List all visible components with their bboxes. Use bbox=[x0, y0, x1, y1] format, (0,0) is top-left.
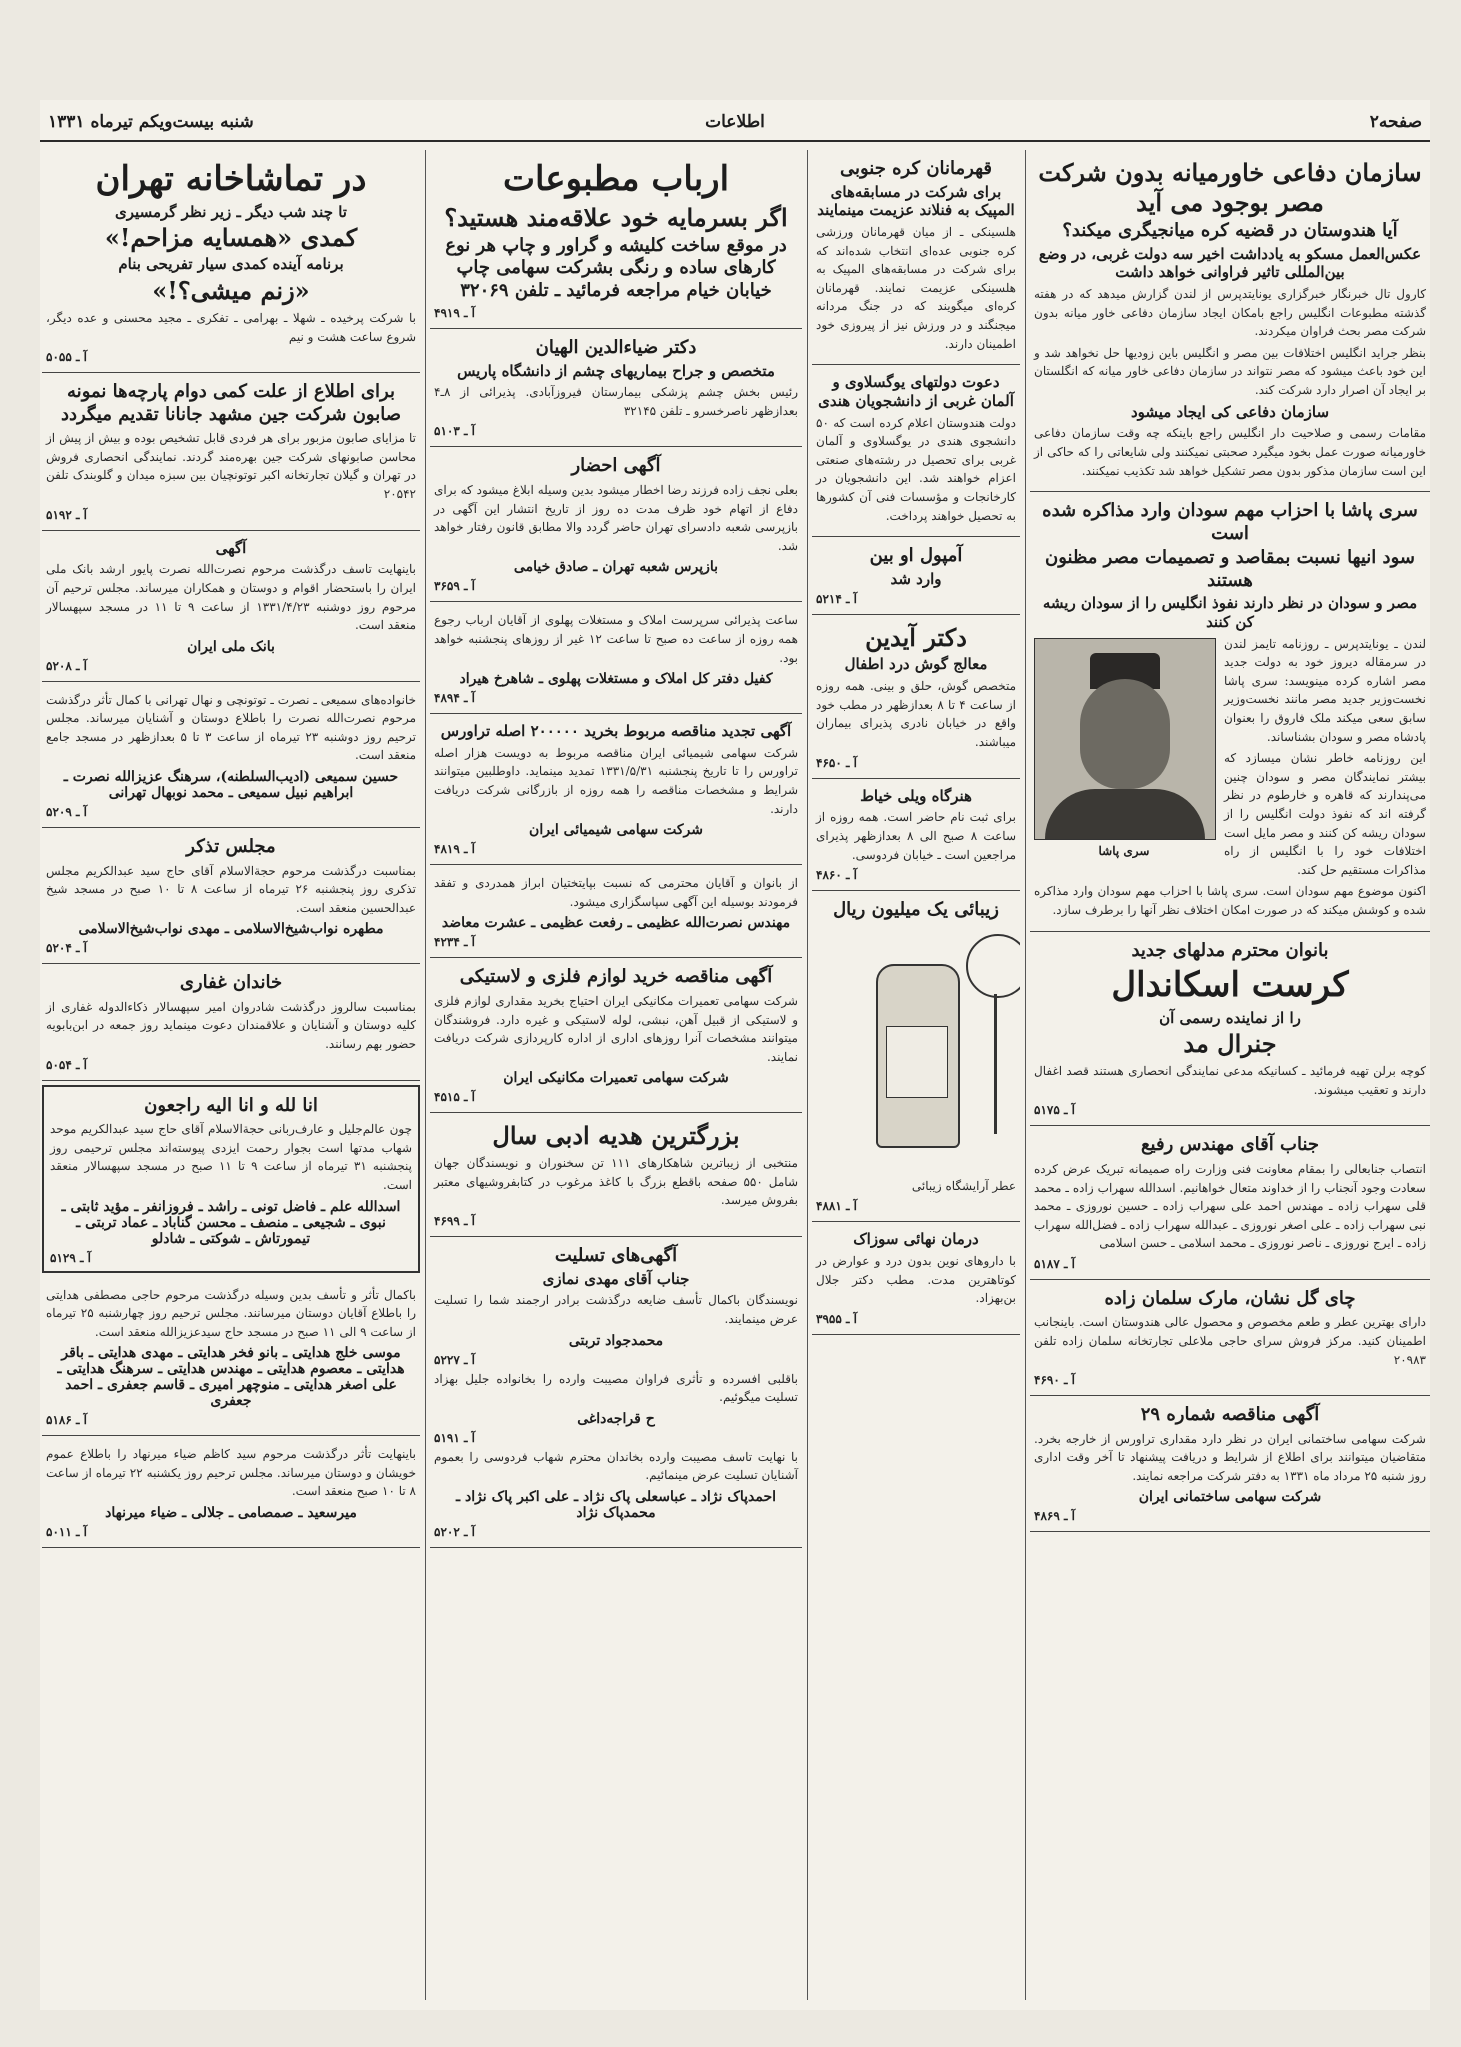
ad-signature: ح قراجه‌داغی bbox=[577, 1410, 655, 1427]
eye-doctor-ad bbox=[430, 329, 802, 447]
ad-subtitle: معالج گوش درد اطفال bbox=[844, 655, 988, 674]
ad-code: آ ـ ۵۱۲۹ bbox=[50, 1250, 91, 1265]
portrait-photo bbox=[1034, 638, 1216, 840]
memorial-notice bbox=[42, 828, 420, 964]
story-text: این روزنامه خاطر نشان میسازد که بیشتر نمایندگان مصر و سودان چنین می‌پندارند که قاهره و خارطوم در نظر گرفته اند که نفوذ دولت انگلیس را از سودان ریشه کن کنند و مصر مایل است اختلافات خود را با انگلیس از راه مذاکرات مستقیم حل کند. bbox=[1224, 751, 1426, 877]
ad-text: بعلی نجف زاده فرزند رضا اخطار میشود بدین وسیله ابلاغ میشود که برای دفاع از اتهام خود ظرف مدت ده روز از تاریخ انتشار این آگهی در بازپرسی شعبه دادسرای تهران حاضر گردد والا مطابق قانون رفتار خواهد شد. bbox=[434, 482, 798, 553]
ad-text: چون عالم‌جلیل و عارف‌ربانی حجةالاسلام آقای حاج سید عبدالکریم موحد شهاب مدتها است بجوار رحمت ایزدی پیوسته‌اند مجلس ترحیمی روز پنجشنبه ۳۱ تیرماه از ساعت ۹ تا ۱۱ صبح در مسجد سپهسالار منعقد است. bbox=[50, 1122, 413, 1192]
ad-signature: حسین سمیعی (ادیب‌السلطنه)، سرهنگ عزیزالله نصرت ـ ابراهیم نبیل سمیعی ـ محمد نوبهال تهرانی bbox=[63, 769, 399, 802]
ad-signature: موسی خلج هدایتی ـ بانو فخر هدایتی ـ مهدی هدایتی ـ باقر هدایتی ـ معصوم هدایتی ـ مهندس هدایتی ـ سرهنگ هدایتی ـ علی اصغر هدایتی ـ منوچهر امیری ـ قاسم جعفری ـ احمد جعفری bbox=[57, 1345, 405, 1410]
ad-signature: مطهره نواب‌شیخ‌الاسلامی ـ مهدی نواب‌شیخ‌الاسلامی bbox=[78, 921, 384, 938]
ad-title: دکتر ضیاءالدین الهیان bbox=[535, 337, 697, 358]
ad-text: شرکت سهامی شیمیائی ایران مناقصه مربوط به دویست هزار اصله تراورس را تا تاریخ پنجشنبه ۱۳۳۱/۵/۳۱ تمدید مینماید. داوطلبین میتوانند شرایط و مشخصات مناقصه را همه روزه از بازرگانی شرکت دریافت دارند. bbox=[434, 745, 798, 816]
ad-title: دکتر آیدین bbox=[865, 623, 967, 653]
hedayati-notice bbox=[42, 1277, 420, 1437]
theatre-ad bbox=[42, 150, 420, 373]
page-number: صفحه۲ bbox=[1369, 112, 1422, 132]
ad-text: عطر آرایشگاه زیبائی bbox=[911, 1178, 1016, 1193]
ad-text: شرکت سهامی تعمیرات مکانیکی ایران احتیاج بخرید مقداری لوازم فلزی و لاستیکی از قبیل آهن، نبشی، لوله لاستیکی و غیره دارد. فروشندگان میتوانند مشخصات آنرا روزهای اداری از اداره کارپردازی شرکت دریافت نمایند. bbox=[434, 993, 798, 1064]
ad-code: آ ـ ۴۸۹۴ bbox=[434, 691, 475, 706]
ad-code: آ ـ ۴۸۸۱ bbox=[816, 1199, 857, 1214]
ad-text: باکمال تأثر و تأسف بدین وسیله درگذشت مرحوم حاجی مصطفی هدایتی را باطلاع آقایان دوستان میرسانند. مجلس ترحیم روز چهارشنبه ۲۵ تیرماه از ساعت ۹ الی ۱۱ صبح در مسجد حاج سیدعزیزالله منعقد است. bbox=[46, 1287, 416, 1339]
doctor-ad bbox=[812, 615, 1020, 778]
ad-code: آ ـ ۴۶۹۹ bbox=[434, 1214, 475, 1229]
shoulders-shape bbox=[1045, 789, 1205, 839]
ad-text: بمناسبت سالروز درگذشت شادروان امیر سپهسالار ذکاءالدوله غفاری از کلیه دوستان و آشنایان و علاقمندان دعوت مینماید روز جمعه در ابن‌بابویه حضور بهم رسانند. bbox=[46, 999, 416, 1052]
ad-title: آگهی احضار bbox=[571, 455, 661, 477]
tea-ad bbox=[1030, 1280, 1430, 1396]
story-kicker: مصر و سودان در نظر دارند نفوذ انگلیس را از سودان ریشه کن کنند bbox=[1042, 594, 1418, 631]
ad-text: انتصاب جنابعالی را بمقام معاونت فنی وزارت راه صمیمانه تبریک عرض کرده سعادت وجود آنجناب را از خداوند متعال خواهانیم. اسدالله سهراب زاده ـ محمد قلی سهراب زاده ـ مهندس احمد علی سهراب زاده ـ حسین نوروزی ـ محمد نبی سهراب زاده ـ علی اصغر نوروزی ـ عبدالله سهراب زاده ـ فضل‌الله سهراب زاده ـ ایرج نوروزی ـ ناصر نوروزی ـ محمد اسلامی ـ حسن اسلامی bbox=[1034, 1161, 1426, 1251]
ad-code: آ ـ ۵۲۰۴ bbox=[46, 941, 87, 956]
ad-title: آگهی مناقصه خرید لوازم فلزی و لاستیکی bbox=[459, 966, 773, 988]
ad-code: آ ـ ۵۱۷۵ bbox=[1034, 1103, 1075, 1118]
korea-story bbox=[812, 150, 1020, 365]
ad-subtitle: را از نماینده رسمی آن bbox=[1159, 1008, 1301, 1027]
section-title: آگهی‌های تسلیت bbox=[554, 1245, 678, 1267]
ad-code: آ ـ ۴۸۶۰ bbox=[816, 868, 857, 883]
ad-code: آ ـ ۵۰۱۱ bbox=[46, 1525, 87, 1540]
ad-signature: محمدجواد تربتی bbox=[568, 1332, 664, 1349]
ad-text: با داروهای نوین بدون درد و عوارض در کوتاهترین مدت. مطب دکتر جلال بن‌بهزاد. bbox=[816, 1253, 1016, 1306]
ad-code: آ ـ ۳۹۵۵ bbox=[816, 1311, 857, 1326]
summons-ad bbox=[430, 447, 802, 602]
ad-code: آ ـ ۵۲۰۹ bbox=[46, 805, 87, 820]
ad-signature: کفیل دفتر کل املاک و مستغلات پهلوی ـ شاهرخ هیراد bbox=[459, 671, 773, 688]
ad-title: جناب آقای مهدی نمازی bbox=[542, 1269, 690, 1288]
ad-code: آ ـ ۵۲۰۲ bbox=[434, 1524, 475, 1539]
ad-code: آ ـ ۴۲۳۴ bbox=[434, 935, 475, 950]
story-subhead: برای شرکت در مسابقه‌های المپیک به فنلاند عزیمت مینمایند bbox=[817, 182, 1015, 220]
ad-code: آ ـ ۵۱۸۷ bbox=[1034, 1256, 1075, 1271]
perfume-illustration bbox=[816, 924, 1016, 1174]
ad-code: آ ـ ۴۶۵۰ bbox=[816, 755, 857, 770]
ad-text: منتخبی از زیباترین شاهکارهای ۱۱۱ تن سخنوران و نویسندگان جهان شامل ۵۵۰ صفحه باقطع بزرگ با کاغذ مرغوب در کتابفروشیهای معتبر بفروش میرسد. bbox=[434, 1156, 799, 1208]
ad-title: انا لله و انا الیه راجعون bbox=[144, 1094, 318, 1116]
ad-code: آ ـ ۵۲۲۷ bbox=[434, 1352, 475, 1367]
ad-text: رئیس بخش چشم پزشکی بیمارستان فیروزآبادی. پذیرائی از ۸ـ۴ بعدازظهر ناصرخسرو ـ تلفن ۳۲۱۴۵ bbox=[434, 385, 798, 418]
ad-title: آگهی مناقصه شماره ۲۹ bbox=[1140, 1404, 1320, 1426]
ad-title: مجلس تذکر bbox=[186, 836, 276, 858]
story-subhead: سود انیها نسبت بمقاصد و تصمیمات مصر مظنون هستند bbox=[1045, 547, 1415, 591]
ad-text: از بانوان و آقایان محترمی که نسبت بپایتختیان ابراز همدردی و تفقد فرمودند بوسیله این آگهی سپاسگزاری میشود. bbox=[434, 876, 798, 909]
story-text: دولت هندوستان اعلام کرده است که ۵۰ دانشجوی هندی در یوگسلاوی و آلمان غربی برای تحصیل در رشته‌های صنعتی اعزام خواهند شد. این دانشجویان در کارخانجات و مؤسسات فنی آن کشورها به تحصیل خواهند پرداخت. bbox=[816, 415, 1016, 523]
ad-signature: اسدالله علم ـ فاضل تونی ـ راشد ـ فروزانفر ـ مؤید ثابتی ـ نبوی ـ شجیعی ـ منصف ـ محسن گناباد ـ عماد تربتی ـ تیمورتاش ـ شوکتی ـ شادلو bbox=[61, 1198, 401, 1247]
ad-text: نویسندگان باکمال تأسف ضایعه درگذشت برادر ارجمند شما را تسلیت عرض مینمایند. bbox=[434, 1293, 798, 1326]
lead-text: مقامات رسمی و صلاحیت دار انگلیس راجع باینکه چه وقت سازمان دفاعی خاورمیانه صورت عمل بخود میگیرد صحبتی نمیکنند ولی شایعاتی را که حاکی از این است سازمان مذکور بدون مصر تشکیل خواهد شد تکذیب نمیکنند. bbox=[1034, 426, 1426, 478]
ad-signature: میرسعید ـ صمصامی ـ جلالی ـ ضیاء میرنهاد bbox=[105, 1505, 357, 1522]
ad-title: ارباب مطبوعات bbox=[502, 159, 730, 199]
ad-subtitle: اگر بسرمایه خود علاقه‌مند هستید؟ bbox=[444, 202, 788, 232]
ad-text: با نهایت تاسف مصیبت وارده بخاندان محترم شهاب فردوسی را بعموم آشنایان تسلیت عرض مینمائیم. bbox=[434, 1449, 798, 1483]
issue-date: شنبه بیست‌ویکم تیرماه ۱۳۳۱ bbox=[48, 112, 254, 132]
ad-text: متخصص گوش، حلق و بینی. همه روزه از ساعت ۴ تا ۸ بعدازظهر در مطب خود واقع در خیابان نادری پذیرای بیماران میباشند. bbox=[816, 679, 1016, 749]
bottle-label bbox=[886, 1026, 948, 1098]
column-rule bbox=[425, 150, 426, 2000]
ad-code: آ ـ ۴۹۱۹ bbox=[434, 306, 475, 320]
ad-text: خانواده‌های سمیعی ـ نصرت ـ توتونچی و نهال تهرانی با کمال تأثر درگذشت مرحوم نصرت‌الله نصرت را باطلاع دوستان و آشنایان میرساند. مجلس ترحیم روز دوشنبه ۲۳ تیرماه از ساعت ۳ تا ۵ بعدازظهر در مسجد جامع منعقد است. bbox=[46, 692, 416, 763]
column-third bbox=[430, 150, 802, 2000]
ad-title: جناب آقای مهندس رفیع bbox=[1140, 1134, 1320, 1156]
corset-ad bbox=[1030, 932, 1430, 1127]
engineer-ad bbox=[1030, 1126, 1430, 1279]
column-right bbox=[1030, 150, 1430, 2000]
ad-title: هنرگاه ویلی خیاط bbox=[860, 786, 972, 805]
ad-code: آ ـ ۵۰۵۵ bbox=[46, 350, 87, 365]
column-rule bbox=[807, 150, 808, 2000]
press-ad bbox=[430, 150, 802, 329]
thanks-ad bbox=[430, 865, 802, 958]
lead-text: بنظر جراید انگلیس اختلافات بین مصر و انگلیس باین زودیها حل نخواهد شد و این خود باعث میشود که مصر نتواند در سازمان دفاعی خاور میانه که انگلستان بر ایجاد آن اصرار دارد شرکت کند. bbox=[1034, 345, 1426, 397]
ad-title: بزرگترین هدیه ادبی سال bbox=[492, 1121, 740, 1151]
ad-signature: شرکت سهامی تعمیرات مکانیکی ایران bbox=[503, 1070, 729, 1087]
perfume-ad bbox=[812, 891, 1020, 1222]
ad-code: آ ـ ۵۲۰۸ bbox=[46, 658, 87, 673]
lead-text: کارول تال خبرنگار خبرگزاری یونایتدپرس از لندن گزارش میدهد که در هفته گذشته مطبوعات انگلیس راجع بامکان ایجاد سازمان دفاعی خاور میانه بدون شرکت مصر بحث فراوان میکردند. bbox=[1034, 287, 1426, 339]
lead-story bbox=[1030, 150, 1430, 492]
column-rule bbox=[1025, 150, 1026, 2000]
ad-text: با شرکت پرخیده ـ شهلا ـ بهرامی ـ تفکری ـ مجید محسنی و عده دیگر، شروع ساعت هشت و نیم bbox=[46, 311, 416, 344]
ad-code: آ ـ ۴۵۱۵ bbox=[434, 1090, 475, 1105]
ad-code: آ ـ ۴۸۱۹ bbox=[434, 842, 475, 857]
final-notice bbox=[42, 1436, 420, 1548]
ad-text: شرکت سهامی ساختمانی ایران در نظر دارد مقداری تراورس از خارجه بخرد. متقاضیان میتوانند برای اطلاع از شرایط و دریافت پیشنهاد تا آخر وقت اداری روز شنبه ۲۵ مرداد ماه ۱۳۳۱ به دفتر شرکت مراجعه نمایند. bbox=[1034, 1431, 1426, 1483]
column-left bbox=[42, 150, 420, 2000]
ad-title: چای گل نشان، مارک سلمان زاده bbox=[1104, 1287, 1356, 1309]
tender-ad bbox=[1030, 1396, 1430, 1532]
metal-tender-ad bbox=[430, 958, 802, 1113]
sleepers-tender-ad bbox=[430, 714, 802, 865]
students-story bbox=[812, 365, 1020, 537]
flower-stem bbox=[994, 994, 997, 1134]
ad-signature: بازپرس شعبه تهران ـ صادق خیامی bbox=[513, 559, 719, 576]
ad-text: دارای بهترین عطر و طعم مخصوص و محصول عالی هندوستان است. باینجانب اطمینان کنید. مرکز فروش سرای حاجی ملاعلی تجارتخانه سلمان زاده تلفن ۲۰۹۸۳ bbox=[1034, 1315, 1426, 1367]
face-shape bbox=[1080, 679, 1170, 789]
soap-ad bbox=[42, 373, 420, 530]
ad-text: باینهایت تأثر درگذشت مرحوم سید کاظم ضیاء میرنهاد را باطلاع عموم خویشان و دوستان میرساند. مجلس ترحیم روز یکشنبه ۲۲ تیرماه از ساعت ۸ تا ۱۰ صبح منعقد است. bbox=[46, 1447, 416, 1499]
bank-notice bbox=[42, 531, 420, 682]
story-headline: سری پاشا با احزاب مهم سودان وارد مذاکره شده است bbox=[1042, 500, 1418, 544]
ad-code: آ ـ ۵۰۵۴ bbox=[46, 1057, 87, 1072]
ad-code: آ ـ ۳۶۵۹ bbox=[434, 579, 475, 594]
flower-icon bbox=[966, 934, 1020, 998]
ad-signature: بانک ملی ایران bbox=[187, 638, 275, 655]
ad-subtitle: وارد شد bbox=[890, 569, 942, 588]
ad-text: کوچه برلن تهیه فرمائید ـ کسانیکه مدعی نمایندگی انحصاری هستند قصد اغفال دارند و تعقیب میشوند. bbox=[1034, 1064, 1426, 1097]
story-headline: دعوت دولتهای یوگسلاوی و آلمان غربی از دانشجویان هندی bbox=[818, 373, 1014, 410]
ad-code: آ ـ ۵۱۰۳ bbox=[434, 424, 475, 439]
ad-code: آ ـ ۴۸۶۹ bbox=[1034, 1509, 1075, 1524]
ad-signature: شرکت سهامی ساختمانی ایران bbox=[1138, 1489, 1322, 1506]
bottle-icon bbox=[876, 964, 960, 1148]
estates-ad bbox=[430, 602, 802, 714]
ad-title: درمان نهائی سوزاک bbox=[853, 1230, 979, 1249]
ad-title: آگهی تجدید مناقصه مربوط بخرید ۲۰۰۰۰۰ اصله تراورس bbox=[440, 722, 792, 741]
mourning-notice bbox=[42, 1085, 420, 1273]
story-text: هلسینکی ـ از میان قهرمانان ورزشی کره جنوبی عده‌ای انتخاب شده‌اند که برای شرکت در مسابقه‌های المپیک به هلسینکی عزیمت نمایند. قهرمانان کره‌ای میگویند که در جنگ مردانه میجنگند و در ورزش نیز از پیروزی خود اطمینان دارند. bbox=[816, 225, 1016, 351]
ad-text: در موقع ساخت کلیشه و گراور و چاپ هر نوع کارهای ساده و رنگی بشرکت سهامی چاپ خیابان خیام مراجعه فرمائید ـ تلفن ۳۲۰۶۹ bbox=[445, 234, 787, 301]
play-title: کمدی «همسایه مزاحم!» bbox=[104, 223, 358, 253]
story-text: اکنون موضوع مهم سودان است. سری پاشا با احزاب مهم سودان وارد مذاکره شده و کوشش میکند که در صورت امکان اختلاف نظر آنها را برطرف سازد. bbox=[1034, 884, 1426, 917]
ad-code: آ ـ ۵۱۹۲ bbox=[46, 507, 87, 522]
lead-kicker: عکس‌العمل مسکو به یادداشت اخیر سه دولت غربی، در وضع بین‌المللی تاثیر فراوانی خواهد داشت bbox=[1038, 244, 1422, 282]
treatment-ad bbox=[812, 1222, 1020, 1335]
column-second bbox=[812, 150, 1020, 2000]
ad-code: آ ـ ۵۱۹۱ bbox=[434, 1430, 475, 1445]
condolence-section bbox=[430, 1237, 802, 1548]
ad-brand: کرست اسکاندال bbox=[1111, 965, 1349, 1005]
ad-signature: مهندس نصرت‌الله عظیمی ـ رفعت عظیمی ـ عشرت معاضد bbox=[441, 915, 791, 932]
ampoule-ad bbox=[812, 537, 1020, 615]
ad-title: خاندان غفاری bbox=[179, 972, 283, 994]
ad-code: آ ـ ۵۱۸۶ bbox=[46, 1413, 87, 1428]
ad-title: زیبائی یک میلیون ریال bbox=[833, 899, 999, 921]
ad-title: آگهی bbox=[215, 538, 247, 557]
ad-code: آ ـ ۴۶۹۰ bbox=[1034, 1373, 1075, 1388]
ad-text: باقلبی افسرده و تأثری فراوان مصیبت وارده را بخانواده جلیل بهزاد تسلیت میگوئیم. bbox=[434, 1371, 798, 1405]
story-text: لندن ـ یونایتدپرس ـ روزنامه تایمز لندن در سرمقاله دیروز خود به دولت جدید مصر اشاره کرده مینویسد: سری پاشا نخست‌وزیر جدید مصر مانند نخست‌وزیر سابق سعی میکند ملک فاروق را بعنوان پادشاه مصر و سودان بشناساند. bbox=[1224, 636, 1426, 744]
ad-text: برای ثبت نام حاضر است. همه روزه از ساعت ۸ صبح الی ۸ بعدازظهر پذیرای مراجعین است ـ خیابان فردوسی. bbox=[816, 810, 1017, 862]
ad-shop: جنرال مد bbox=[1183, 1029, 1277, 1059]
ad-text: ساعت پذیرائی سرپرست املاک و مستغلات پهلوی از آقایان ارباب رجوع همه روزه از ساعت ده صبح تا ساعت ۱۲ غیر از روزهای پنجشنبه خواهد بود. bbox=[434, 613, 798, 665]
lead-subhead: آیا هندوستان در قضیه کره میانجیگری میکند؟ bbox=[1062, 220, 1398, 241]
ad-code: آ ـ ۵۲۱۴ bbox=[816, 592, 857, 607]
ad-subtitle: تا چند شب دیگر ـ زیر نظر گرمسیری bbox=[115, 202, 347, 221]
ad-subtitle: برنامه آینده کمدی سیار تفریحی بنام bbox=[118, 255, 344, 274]
ad-text: باینهایت تاسف درگذشت مرحوم نصرت‌الله نصرت پایور ارشد بانک ملی ایران را باستحضار اقوام و دوستان و همکاران میرساند. مجلس ترحیم آن مرحوم روز دوشنبه ۱۳۳۱/۴/۲۳ از ساعت ۹ تا ۱۱ در مسجد سپهسالار منعقد است. bbox=[46, 562, 417, 633]
ad-title: آمپول او بین bbox=[869, 545, 963, 567]
literary-gift-ad bbox=[430, 1113, 802, 1237]
story-headline: قهرمانان کره جنوبی bbox=[839, 158, 992, 179]
tailor-ad bbox=[812, 779, 1020, 892]
family-notice bbox=[42, 682, 420, 828]
lead-subheadline: سازمان دفاعی کی ایجاد میشود bbox=[1130, 402, 1330, 421]
masthead bbox=[40, 106, 1430, 142]
ad-text: بمناسبت درگذشت مرحوم حجةالاسلام آقای حاج سید عبدالکریم مجلس تذکری روز پنجشنبه ۲۶ تیرماه از ساعت ۸ تا ۱۰ صبح در مسجد شیخ عبدالحسین منعقد است. bbox=[46, 863, 417, 915]
ad-signature: شرکت سهامی شیمیائی ایران bbox=[529, 822, 703, 839]
portrait-caption: سری پاشا bbox=[1098, 843, 1150, 858]
lead-headline: سازمان دفاعی خاورمیانه بدون شرکت مصر بوجود می آید bbox=[1038, 158, 1422, 217]
ad-signature: احمدپاک نژاد ـ عباسعلی پاک نژاد ـ علی اکبر پاک نژاد ـ محمدپاک نژاد bbox=[455, 1488, 776, 1521]
ad-subtitle: متخصص و جراح بیماریهای چشم از دانشگاه پاریس bbox=[457, 361, 775, 380]
ad-title: بانوان محترم مدلهای جدید bbox=[1131, 939, 1329, 961]
ad-title: در تماشاخانه تهران bbox=[95, 159, 367, 199]
sudan-story bbox=[1030, 492, 1430, 931]
play-title: «زنم میشی؟!» bbox=[152, 276, 310, 305]
newspaper-name: اطلاعات bbox=[705, 112, 765, 132]
ad-text: تا مزایای صابون مزبور برای هر فردی قابل تشخیص بوده و بیش از پیش از محاسن صابونهای شرکت جین بهره‌مند گردند. نمایندگی انحصاری فروش در تهران و گیلان تجارتخانه اکبر توتونچیان بین سبزه میدان و گلوبندک تلفن ۲۰۵۴۲ bbox=[46, 431, 416, 501]
ad-title: برای اطلاع از علت کمی دوام پارچه‌ها نمونه صابون شرکت جین مشهد جانانا تقدیم میگردد bbox=[61, 381, 401, 425]
ghafari-notice bbox=[42, 964, 420, 1080]
